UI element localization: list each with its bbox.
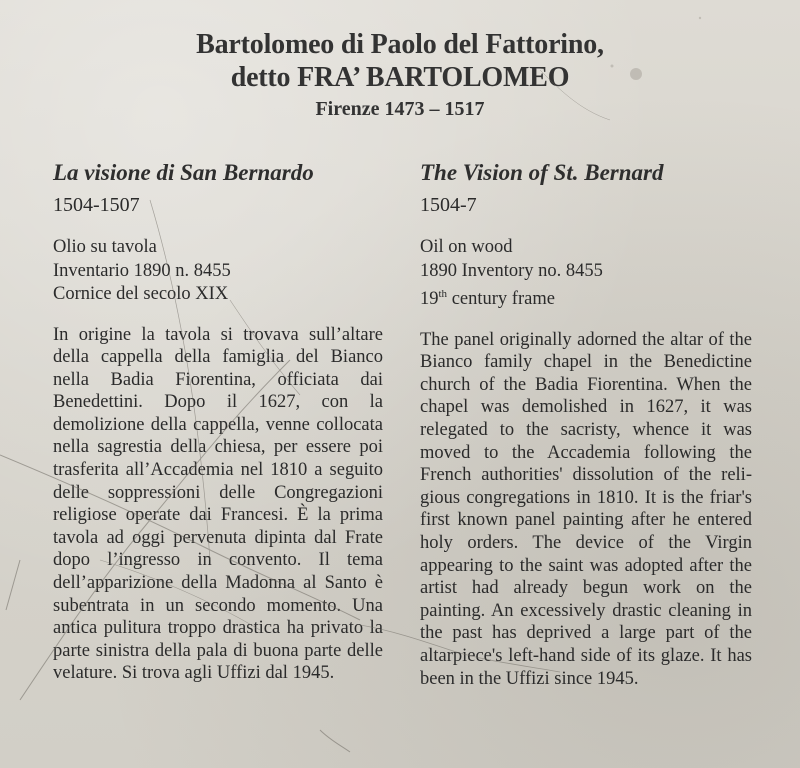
italian-medium: Olio su tavola (53, 237, 157, 257)
english-medium: Oil on wood (420, 237, 513, 257)
english-inventory: 1890 Inventory no. 8455 (420, 260, 603, 281)
english-column (420, 158, 752, 690)
english-frame-century: 19 (420, 289, 439, 310)
english-work-date: 1504-7 (420, 194, 477, 216)
english-frame-suffix: th (438, 288, 448, 300)
english-work-title: The Vision of St. Bernard (420, 160, 664, 185)
artist-name: Bartolomeo di Paolo del Fattorino, (196, 29, 604, 60)
english-meta (420, 236, 752, 312)
artist-dates: Firenze 1473 – 1517 (315, 98, 485, 120)
italian-frame: Cornice del secolo XIX (53, 284, 229, 304)
artist-header (0, 28, 800, 122)
italian-work-date: 1504-1507 (53, 194, 140, 216)
artist-nickname: detto FRA’ BARTOLOMEO (230, 62, 570, 93)
english-frame (420, 283, 752, 312)
italian-description: In origine la tavola si trovava sull’altare della cappella della famiglia del Bianco nella Badia Fiorentina, officiata dai Benedettini. Dopo il 1627, con la demolizione della cappella, venne collocata nella sagrestia della chiesa, per essere poi trasferita all’Accademia nel 1810 a seguito delle soppressioni delle Congregazioni religiose operate dai Francesi. È la prima tavola ad oggi pervenuta dipinta dal Frate dopo l’ingresso in convento. Il tema dell’apparizione della Madonna al Santo è subentrata in un secondo momento. Una antica pulitura troppo drastica ha privato la parte sinistra della pala di buona parte delle velature. Si trova agli Uffizi dal 1945. (53, 324, 383, 684)
english-description: The panel originally adorned the altar of the Bianco family chapel in the Benedictine church of the Badia Fiorentina. When the chapel was demolished in 1627, it was relegated to the sacristy, whence it was moved to the Accademia following the French authorities' dissolution of the religious congregations in 1810. It is the friar's first known panel painting after he entered holy orders. The device of the Virgin appearing to the saint was adopted after the artist had already begun work on the painting. An excessively drastic cleaning in the past has deprived a large part of the altarpiece's left-hand side of its glaze. It has been in the Uffizi since 1945. (420, 329, 752, 689)
italian-work-title: La visione di San Bernardo (53, 160, 314, 185)
italian-inventory: Inventario 1890 n. 8455 (53, 260, 231, 281)
italian-meta (53, 236, 383, 307)
english-frame-rest: century frame (447, 289, 555, 310)
italian-column (53, 158, 383, 685)
